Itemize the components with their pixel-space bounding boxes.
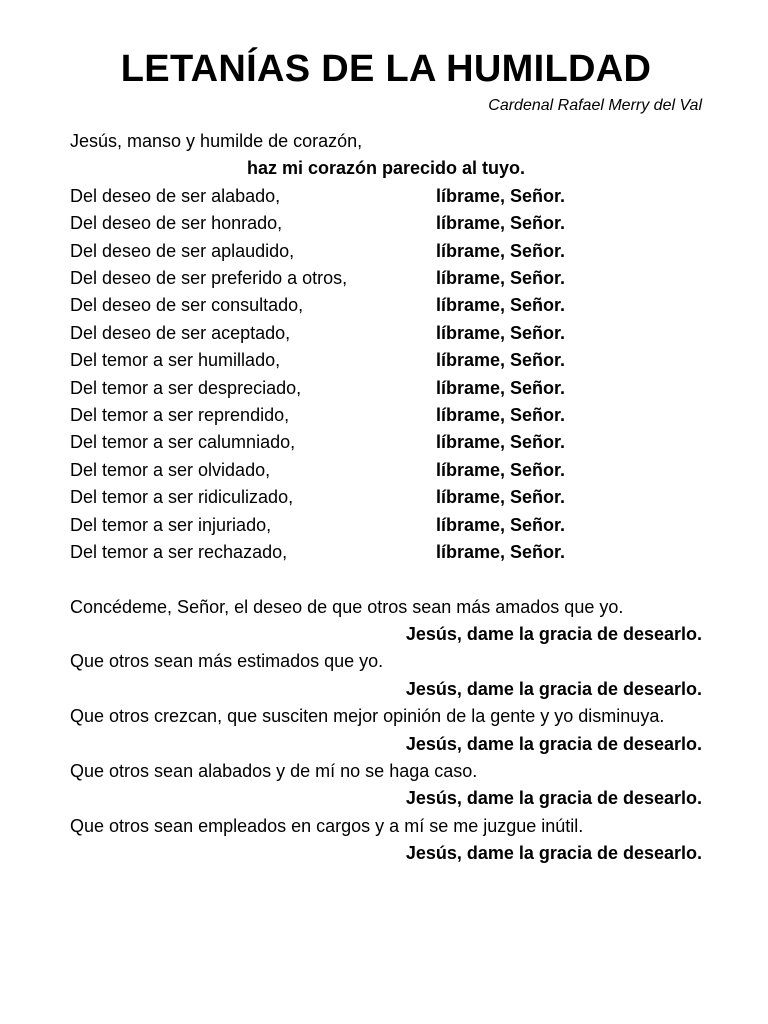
- litany-response: líbrame, Señor.: [436, 405, 566, 426]
- litany-invocation: Del temor a ser despreciado,: [70, 377, 302, 398]
- petition-text: Que otros sean alabados y de mí no se haga caso.: [70, 760, 478, 781]
- litany-line: [70, 429, 702, 456]
- petition-text: Que otros crezcan, que susciten mejor opinión de la gente y yo disminuya.: [70, 706, 665, 727]
- litany-line: [70, 539, 702, 566]
- litany-line: [70, 347, 702, 374]
- litany-invocation: Del deseo de ser consultado,: [70, 295, 304, 316]
- litany-invocation: Del temor a ser humillado,: [70, 350, 281, 371]
- petition-text: Que otros sean más estimados que yo.: [70, 651, 384, 672]
- petition-text: Que otros sean empleados en cargos y a mí se me juzgue inútil.: [70, 815, 584, 836]
- litany-response: líbrame, Señor.: [436, 514, 566, 535]
- litany-response: líbrame, Señor.: [436, 185, 566, 206]
- litany-line: [70, 375, 702, 402]
- litany-response: líbrame, Señor.: [436, 487, 566, 508]
- litany-invocation: Del temor a ser reprendido,: [70, 405, 290, 426]
- petition-response: Jesús, dame la gracia de desearlo.: [405, 843, 702, 864]
- petition-response: Jesús, dame la gracia de desearlo.: [405, 623, 702, 644]
- litany-invocation: Del temor a ser olvidado,: [70, 459, 271, 480]
- litany-invocation: Del deseo de ser alabado,: [70, 185, 281, 206]
- document-title: LETANÍAS DE LA HUMILDAD: [120, 48, 652, 90]
- litany-line: [70, 183, 702, 210]
- section-spacer: [70, 567, 702, 594]
- opening-response: haz mi corazón parecido al tuyo.: [246, 158, 526, 179]
- litany-response: líbrame, Señor.: [436, 459, 566, 480]
- litany-line: [70, 484, 702, 511]
- litany-line: [70, 265, 702, 292]
- petition-response: Jesús, dame la gracia de desearlo.: [405, 733, 702, 754]
- litany-invocation: Del temor a ser calumniado,: [70, 432, 296, 453]
- litany-response: líbrame, Señor.: [436, 350, 566, 371]
- litany-line: [70, 512, 702, 539]
- litany-invocation: Del temor a ser rechazado,: [70, 542, 288, 563]
- litany-response: líbrame, Señor.: [436, 322, 566, 343]
- litany-response: líbrame, Señor.: [436, 295, 566, 316]
- litany-line: [70, 320, 702, 347]
- litany-invocation: Del temor a ser injuriado,: [70, 514, 272, 535]
- litany-response: líbrame, Señor.: [436, 542, 566, 563]
- opening-invocation: Jesús, manso y humilde de corazón,: [70, 131, 363, 151]
- document-author: Cardenal Rafael Merry del Val: [488, 97, 702, 114]
- litany-response: líbrame, Señor.: [436, 213, 566, 234]
- litany-invocation: Del deseo de ser aceptado,: [70, 322, 291, 343]
- petitions-section: [70, 594, 702, 868]
- litany-invocation: Del deseo de ser preferido a otros,: [70, 268, 348, 289]
- litany-line: [70, 457, 702, 484]
- litany-response: líbrame, Señor.: [436, 268, 566, 289]
- litany-invocation: Del deseo de ser honrado,: [70, 213, 283, 234]
- litany-invocation: Del deseo de ser aplaudido,: [70, 240, 295, 261]
- litany-line: [70, 210, 702, 237]
- petition-response: Jesús, dame la gracia de desearlo.: [405, 788, 702, 809]
- litany-response: líbrame, Señor.: [436, 377, 566, 398]
- litany-list: [70, 183, 702, 567]
- litany-line: [70, 402, 702, 429]
- petition-text: Concédeme, Señor, el deseo de que otros sean más amados que yo.: [70, 596, 624, 617]
- litany-response: líbrame, Señor.: [436, 240, 566, 261]
- litany-response: líbrame, Señor.: [436, 432, 566, 453]
- litany-line: [70, 238, 702, 265]
- petition-response: Jesús, dame la gracia de desearlo.: [405, 678, 702, 699]
- litany-invocation: Del temor a ser ridiculizado,: [70, 487, 294, 508]
- litany-line: [70, 292, 702, 319]
